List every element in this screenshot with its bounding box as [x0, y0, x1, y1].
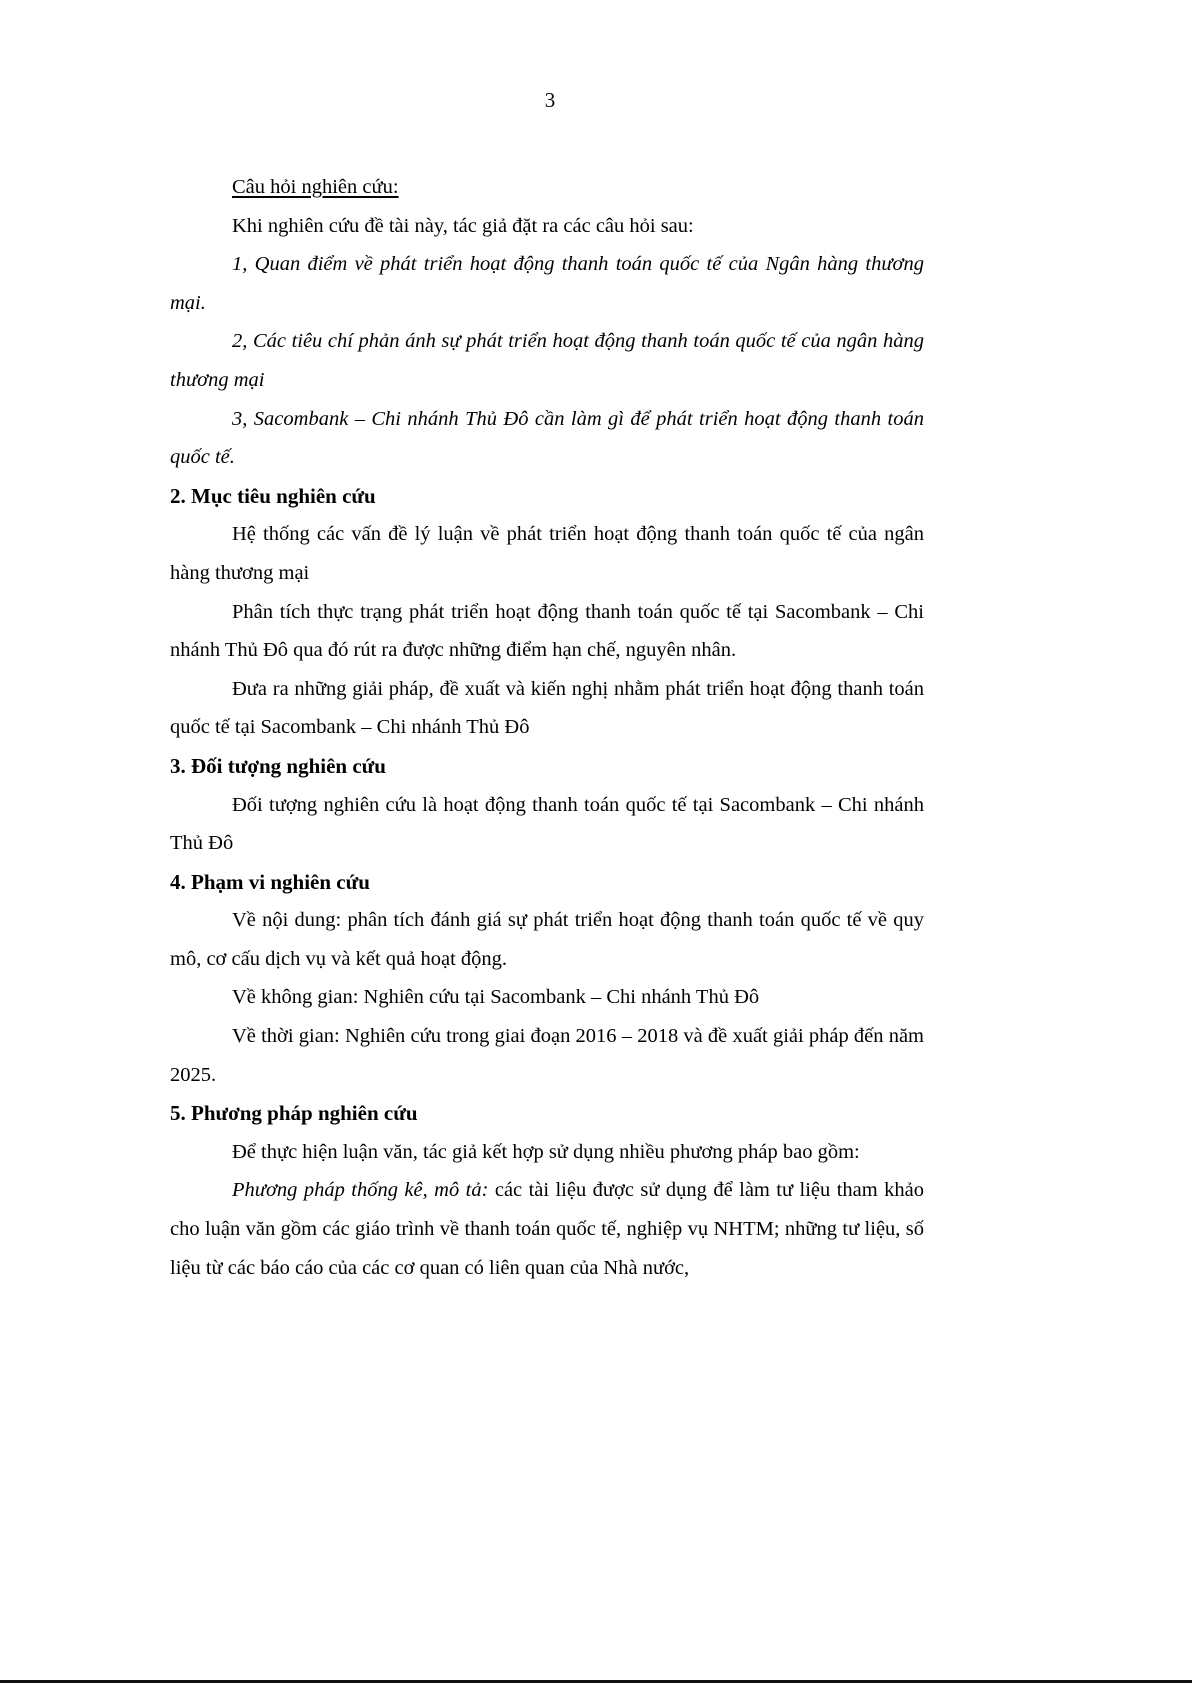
page-bottom-border: [0, 1680, 1192, 1683]
objectives-paragraph-1: Hệ thống các vấn đề lý luận về phát triển hoạt động thanh toán quốc tế của ngân hàng thương mại: [170, 523, 924, 584]
section-heading-methods: 5. Phương pháp nghiên cứu: [170, 1101, 418, 1126]
research-question-2: 2, Các tiêu chí phản ánh sự phát triển hoạt động thanh toán quốc tế của ngân hàng thương mại: [170, 330, 924, 391]
subject-paragraph: Đối tượng nghiên cứu là hoạt động thanh toán quốc tế tại Sacombank – Chi nhánh Thủ Đô: [170, 793, 924, 855]
section-heading-objectives: 2. Mục tiêu nghiên cứu: [170, 483, 376, 508]
methods-statistics-paragraph: [170, 1171, 924, 1287]
research-question-1: 1, Quan điểm về phát triển hoạt động thanh toán quốc tế của Ngân hàng thương mại.: [170, 253, 924, 314]
scope-time-paragraph: Về thời gian: Nghiên cứu trong giai đoạn 2016 – 2018 và đề xuất giải pháp đến năm 2025.: [170, 1025, 924, 1086]
page-number: 3: [544, 88, 556, 112]
methods-statistics-lead: Phương pháp thống kê, mô tả:: [232, 1179, 489, 1202]
objectives-paragraph-2: Phân tích thực trạng phát triển hoạt động thanh toán quốc tế tại Sacombank – Chi nhánh Thủ Đô qua đó rút ra được những điểm hạn chế, nguyên nhân.: [170, 600, 924, 662]
methods-statistics-text: các tài liệu được sử dụng để làm tư liệu tham khảo cho luận văn gồm các giáo trình về thanh toán quốc tế, nghiệp vụ NHTM; những tư liệu, số liệu từ các báo cáo của các cơ quan có liên quan của Nhà nước,: [170, 1179, 924, 1279]
scope-space-paragraph: Về không gian: Nghiên cứu tại Sacombank – Chi nhánh Thủ Đô: [232, 986, 760, 1009]
research-questions-intro: Khi nghiên cứu đề tài này, tác giả đặt ra các câu hỏi sau:: [232, 214, 694, 237]
research-question-3: 3, Sacombank – Chi nhánh Thủ Đô cần làm gì để phát triển hoạt động thanh toán quốc tế.: [170, 407, 924, 469]
section-heading-subject: 3. Đối tượng nghiên cứu: [170, 753, 386, 778]
research-questions-label: Câu hỏi nghiên cứu:: [232, 176, 399, 198]
section-heading-scope: 4. Phạm vi nghiên cứu: [170, 869, 370, 894]
page-content: [170, 168, 924, 1287]
objectives-paragraph-3: Đưa ra những giải pháp, đề xuất và kiến nghị nhằm phát triển hoạt động thanh toán quốc tế tại Sacombank – Chi nhánh Thủ Đô: [170, 677, 924, 739]
methods-intro-paragraph: Để thực hiện luận văn, tác giả kết hợp sử dụng nhiều phương pháp bao gồm:: [232, 1140, 860, 1163]
scope-content-paragraph: Về nội dung: phân tích đánh giá sự phát triển hoạt động thanh toán quốc tế về quy mô, cơ cấu dịch vụ và kết quả hoạt động.: [170, 909, 924, 970]
